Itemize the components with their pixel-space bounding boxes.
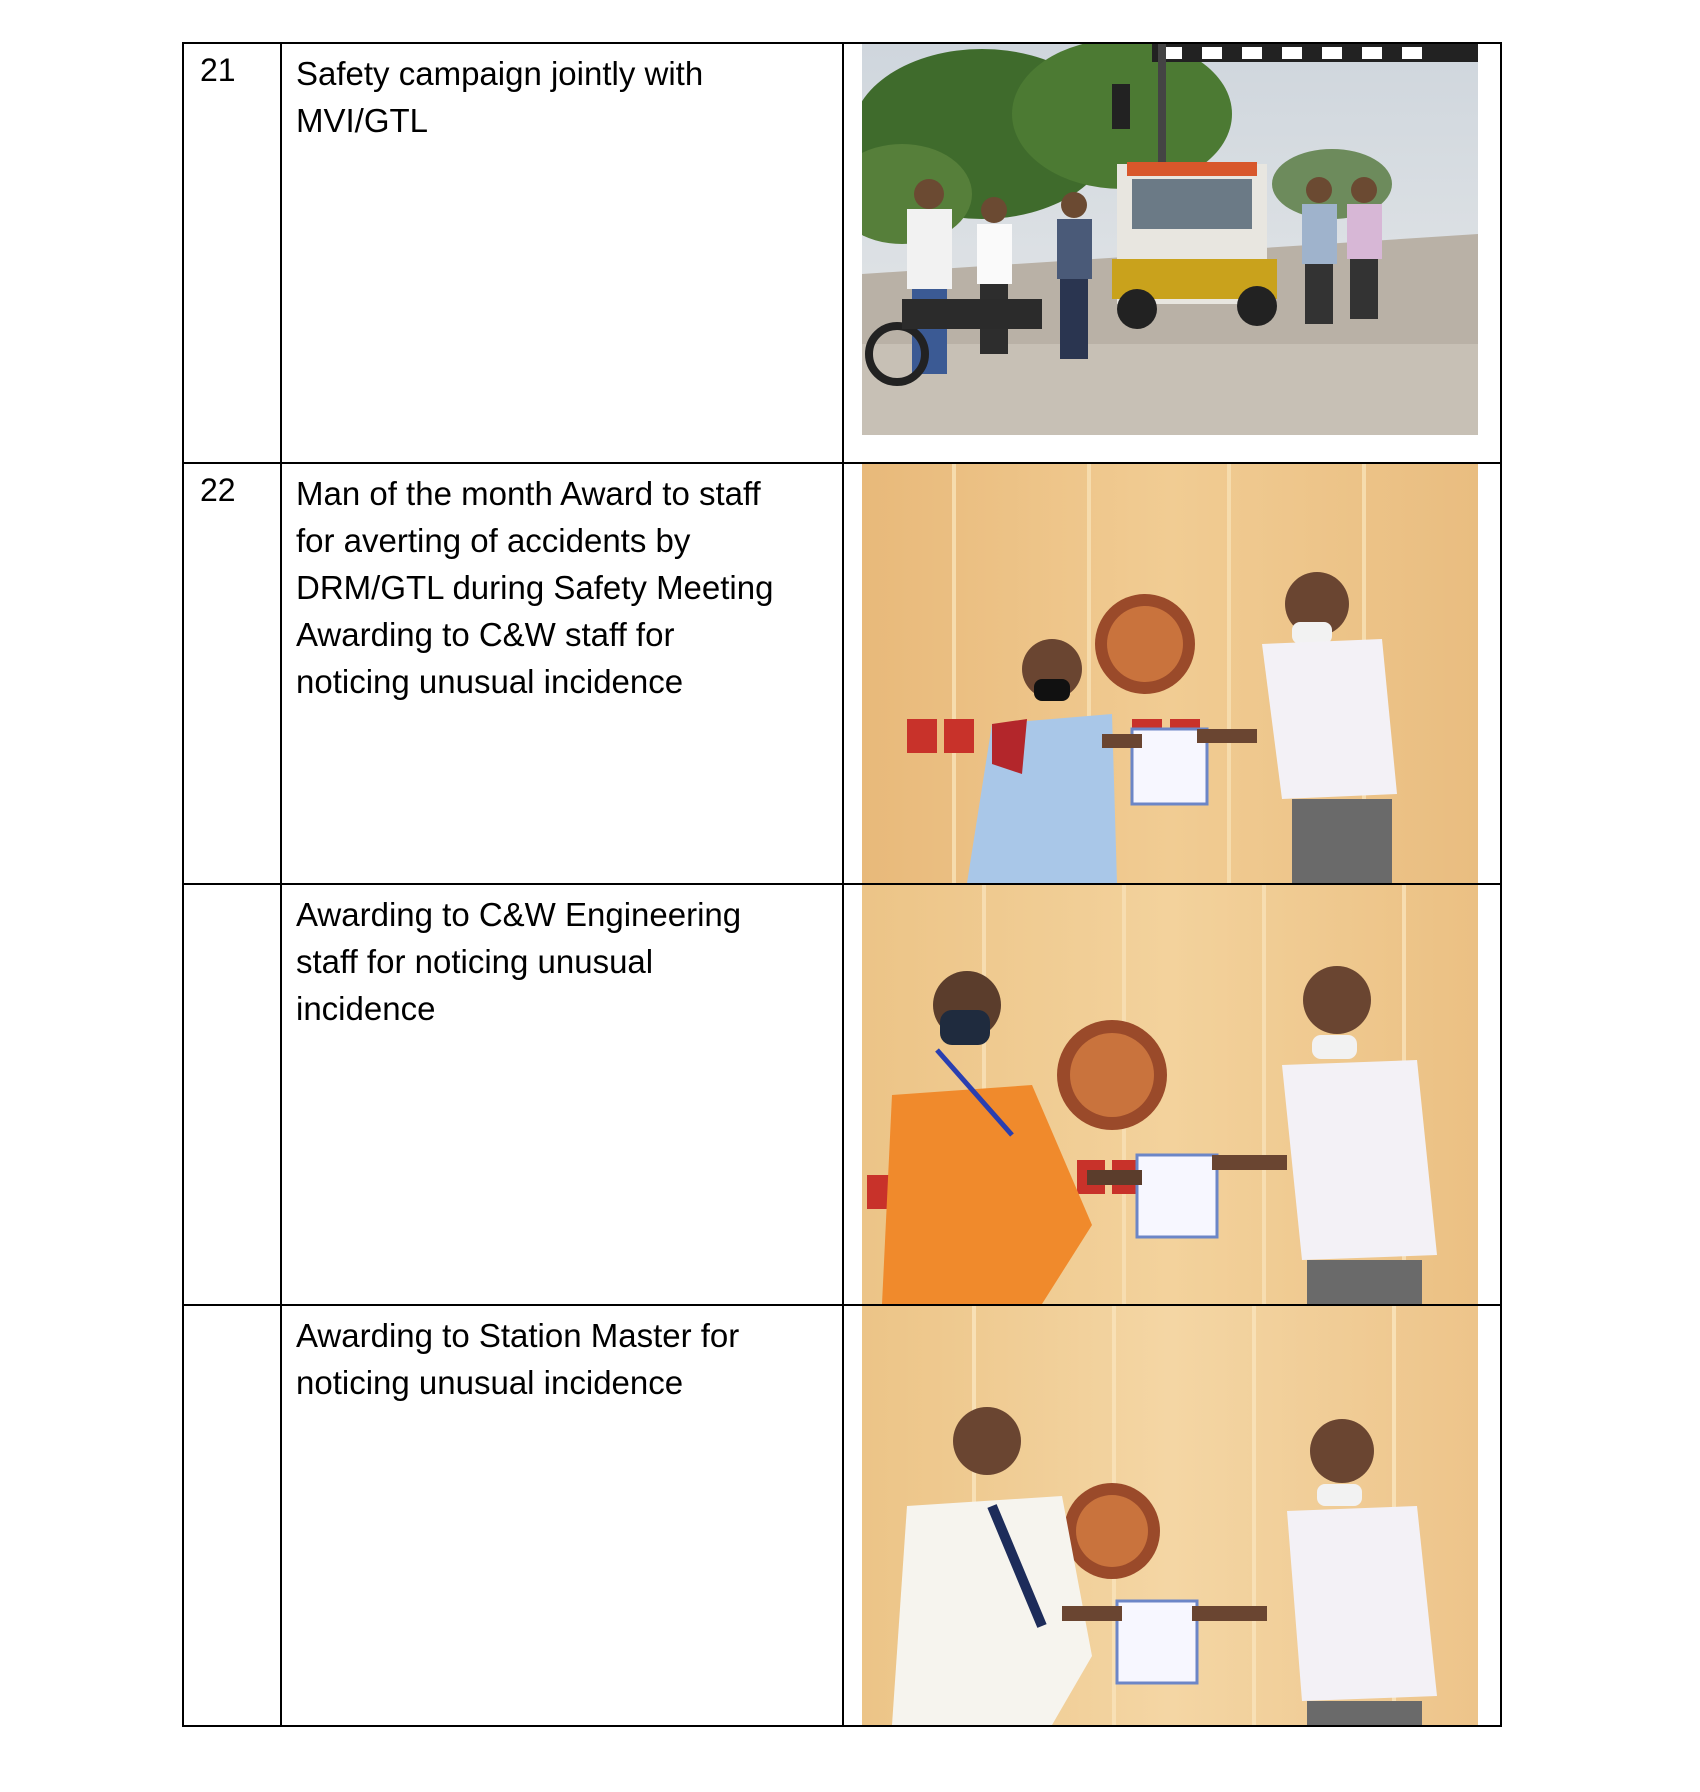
- photo-cell: [843, 1305, 1501, 1726]
- table-row: [183, 1305, 1501, 1726]
- award-presentation-photo: [862, 464, 1478, 883]
- serial-number: [184, 1306, 280, 1310]
- table-row: [183, 43, 1501, 463]
- description-text: [282, 885, 842, 1032]
- description-text: [282, 464, 842, 705]
- description-cell: [281, 884, 843, 1305]
- photo-cell: [843, 884, 1501, 1305]
- award-presentation-photo: [862, 1306, 1478, 1725]
- description-line: noticing unusual incidence: [296, 1364, 684, 1401]
- description-line: Safety campaign jointly with: [296, 55, 704, 92]
- description-text: [282, 44, 842, 144]
- description-line: noticing unusual incidence: [296, 663, 684, 700]
- description-cell: [281, 1305, 843, 1726]
- description-line: for averting of accidents by: [296, 522, 691, 559]
- serial-number-cell: [183, 884, 281, 1305]
- serial-number: [184, 885, 280, 889]
- description-line: MVI/GTL: [296, 102, 429, 139]
- description-line: incidence: [296, 990, 436, 1027]
- description-line: Awarding to C&W Engineering: [296, 896, 742, 933]
- description-text: [282, 1306, 842, 1406]
- description-line: DRM/GTL during Safety Meeting: [296, 569, 774, 606]
- table-row: [183, 463, 1501, 884]
- description-cell: [281, 43, 843, 463]
- serial-number-cell: [183, 1305, 281, 1726]
- description-line: Awarding to Station Master for: [296, 1317, 740, 1354]
- photo-cell: [843, 43, 1501, 463]
- description-line: Man of the month Award to staff: [296, 475, 761, 512]
- description-line: staff for noticing unusual: [296, 943, 654, 980]
- description-line: Awarding to C&W staff for: [296, 616, 675, 653]
- serial-number: 22: [200, 472, 236, 508]
- serial-number: 21: [200, 52, 236, 88]
- table-row: [183, 884, 1501, 1305]
- serial-number-cell: [183, 43, 281, 463]
- serial-number-cell: [183, 463, 281, 884]
- award-presentation-photo: [862, 885, 1478, 1304]
- activity-table: [182, 42, 1502, 1727]
- road-safety-campaign-photo: [862, 44, 1478, 435]
- description-cell: [281, 463, 843, 884]
- photo-cell: [843, 463, 1501, 884]
